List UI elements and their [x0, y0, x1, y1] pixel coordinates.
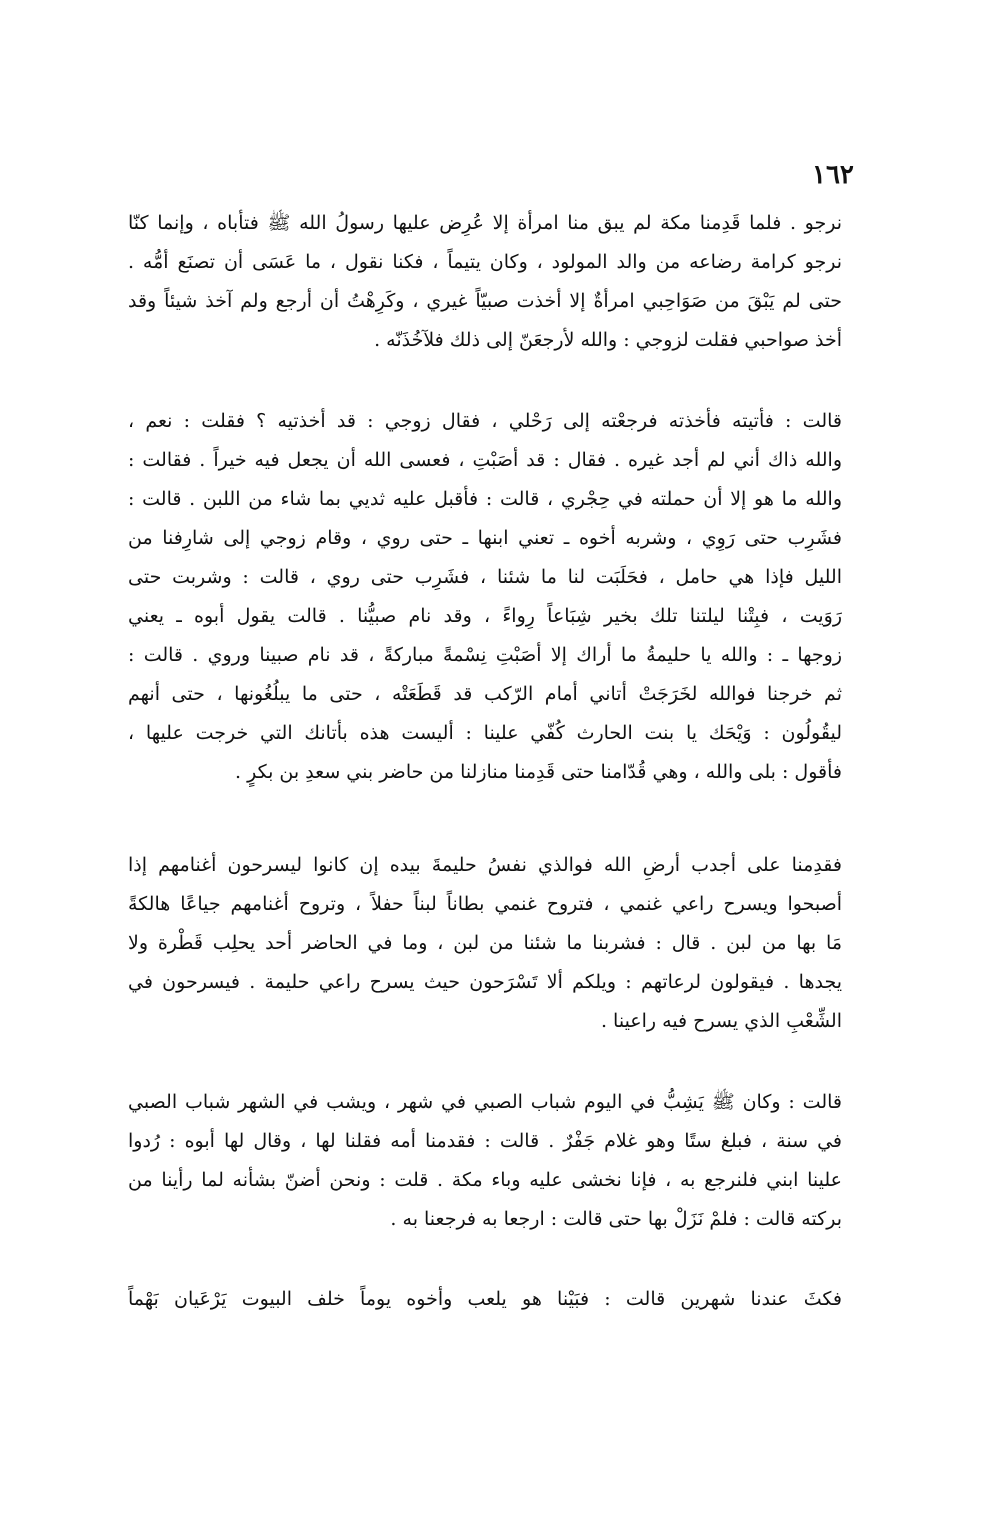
text-line: رَوَيت ، فبِتْنا ليلتنا تلك بخير شِبَاعاً رِواءً ، وقد نام صبيُّنا . قالت يقول أبوه ـ يعني — [128, 605, 842, 627]
page-number: ١٦٢ — [812, 160, 854, 190]
text-line: قالت : وكان ﷺ يَشِبُّ في اليوم شباب الصبي في شهر ، ويشب في الشهر شباب الصبي — [128, 1091, 842, 1113]
text-line: يجدها . فيقولون لرعاتهم : ويلكم ألا تَسْرَحون حيث يسرح راعي حليمة . فيسرحون في — [128, 971, 842, 993]
text-line: فشَرِب حتى رَوِي ، وشربه أخوه ـ تعني ابنها ـ حتى روي ، وقام زوجي إلى شارِفنا من — [128, 527, 842, 549]
text-line: نرجو . فلما قَدِمنا مكة لم يبق منا امرأة إلا عُرِض عليها رسولُ الله ﷺ فتأباه ، وإنما كنّا — [128, 212, 842, 234]
paragraph-2 — [128, 402, 842, 792]
text-line: زوجها ـ : والله يا حليمةُ ما أراك إلا أصَبْتِ نِسْمةً مباركةً ، قد نام صبينا وروي . قالت : — [128, 644, 842, 666]
text-line: علينا ابني فلنرجع به ، فإنا نخشى عليه وباء مكة . قلت : ونحن أضنّ بشأنه لما رأينا من — [128, 1169, 842, 1191]
text-line: والله ذاك أني لم أجد غيره . فقال : قد أصَبْتِ ، فعسى الله أن يجعل فيه خيراً . فقالت : — [128, 449, 842, 471]
text-line: مَا بها من لبن . قال : فشربنا ما شئنا من لبن ، وما في الحاضر أحد يحلِب قَطْرة ولا — [128, 932, 842, 954]
text-line: ليقُولُون : وَيْحَك يا بنت الحارث كُفّي علينا : أليست هذه بأتانك التي خرجت عليها ، — [128, 722, 842, 744]
text-line: ثم خرجنا فوالله لخَرَجَتْ أتاني أمام الرّكب قد قَطَعَتْه ، حتى ما يبلُغُونها ، حتى أنهم — [128, 683, 842, 705]
text-line: والله ما هو إلا أن حملته في حِجْري ، قالت : فأقبل عليه ثديي بما شاء من اللبن . قالت : — [128, 488, 842, 510]
text-line: الشِّعْبِ الذي يسرح فيه راعينا . — [600, 1010, 842, 1032]
text-line: في سنة ، فبلغ ستًا وهو غلام جَفْرٌ . قالت : فقدمنا أمه فقلنا لها ، وقال لها أبوه : رُدوا — [128, 1130, 842, 1152]
paragraph-3 — [128, 846, 842, 1041]
paragraph-4 — [128, 1083, 842, 1239]
text-line: فكثَ عندنا شهرين قالت : فبَيْنا هو يلعب وأخوه يوماً خلف البيوت يَرْعَيان بَهْماً — [128, 1288, 842, 1310]
text-line: فأقول : بلى والله ، وهي قُدّامنا حتى قَدِمنا منازلنا من حاضر بني سعدِ بن بكرٍ . — [235, 761, 842, 783]
paragraph-5 — [128, 1280, 842, 1319]
text-line: الليل فإذا هي حامل ، فحَلَبَت لنا ما شئنا ، فشَرِب حتى روي ، قالت : وشربت حتى — [128, 566, 842, 588]
text-line: نرجو كرامة رضاعه من والد المولود ، وكان يتيماً ، فكنا نقول ، ما عَسَى أن تصنَع أمُّه . — [128, 251, 842, 273]
text-line: حتى لم يَبْقَ من صَوَاحِبي امرأةٌ إلا أخذت صبيّاً غيري ، وكَرِهْتُ أن أرجع ولم آخذ شيئاً وقد — [128, 290, 842, 312]
text-line: قالت : فأتيته فأخذته فرجعْته إلى رَحْلي ، فقال زوجي : قد أخذتيه ؟ فقلت : نعم ، — [128, 410, 842, 432]
text-line: بركته قالت : فلمْ نَزَلْ بها حتى قالت : ارجعا به فرجعنا به . — [390, 1208, 842, 1230]
text-line: أخذ صواحبي فقلت لزوجي : والله لأرجعَنّ إلى ذلك فلآخُذَنّه . — [374, 329, 842, 351]
text-line: فقدِمنا على أجدب أرضِ الله فوالذي نفسُ حليمةَ بيده إن كانوا ليسرحون أغنامهم إذا — [128, 854, 842, 876]
text-line: أصبحوا ويسرح راعي غنمي ، فتروح غنمي بطاناً لبناً حفلاً ، وتروح أغنامهم جياعًا هالكةً — [128, 893, 842, 915]
paragraph-1 — [128, 204, 842, 360]
